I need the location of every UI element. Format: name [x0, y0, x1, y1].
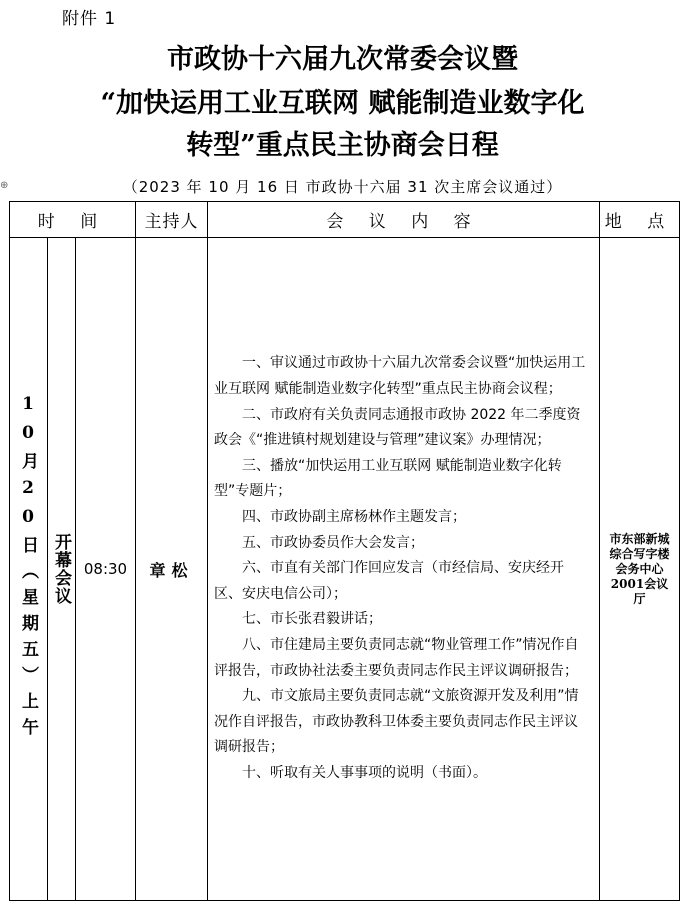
- agenda-item: 四、市政协副主席杨林作主题发言；: [242, 509, 466, 526]
- table-row: [10, 238, 680, 901]
- document-title-line-2: “加快运用工业互联网 赋能制造业数字化: [100, 88, 585, 119]
- agenda-item: 二、市政府有关负责同志通报市政协 2022 年二季度资政会《“推进镇村规划建设与管理”建议案》办理情况；: [214, 406, 581, 449]
- agenda-item: 九、市文旅局主要负责同志就“文旅资源开发及利用”情况作自评报告，市政协教科卫体委主要负责同志作民主评议调研报告；: [214, 688, 579, 756]
- host-name: 章松: [136, 238, 208, 901]
- venue: 市东部新城综合写字楼会务中心2001会议厅: [600, 238, 680, 901]
- table-move-handle-icon[interactable]: ⊕: [0, 180, 9, 191]
- agenda-cell: [208, 238, 600, 901]
- document-title-line-1: 市政协十六届九次常委会议暨: [167, 44, 518, 75]
- agenda-item: 八、市住建局主要负责同志就“物业管理工作”情况作自评报告，市政协社法委主要负责同志作民主评议调研报告；: [214, 636, 579, 679]
- attachment-label: 附件 1: [62, 9, 117, 29]
- agenda-item: 六、市直有关部门作回应发言（市经信局、安庆经开区、安庆电信公司）；: [214, 560, 564, 602]
- agenda-item: 一、审议通过市政协十六届九次常委会议暨“加快运用工业互联网 赋能制造业数字化转型”重点民主协商会议程；: [214, 355, 586, 398]
- agenda-item: 五、市政协委员作大会发言；: [242, 534, 424, 551]
- header-time: 时 间: [10, 202, 136, 238]
- agenda-item: 三、播放“加快运用工业互联网 赋能制造业数字化转型”专题片；: [214, 457, 562, 500]
- start-time: 08:30: [76, 238, 136, 901]
- session-name: 开幕会议: [51, 533, 71, 605]
- session-cell: [48, 238, 76, 901]
- schedule-table: [9, 201, 680, 901]
- document-title-line-3: 转型”重点民主协商会日程: [186, 130, 499, 161]
- date-cell: [10, 238, 48, 901]
- header-venue: 地 点: [600, 202, 680, 238]
- table-header-row: [10, 202, 680, 238]
- document-subtitle: （2023 年 10 月 16 日 市政协十六届 31 次主席会议通过）: [122, 178, 563, 196]
- agenda-item: 十、听取有关人事事项的说明（书面）。: [242, 764, 487, 781]
- header-content: 会 议 内 容: [208, 202, 600, 238]
- meeting-date: 10月20日（星期五）上午: [18, 394, 38, 744]
- header-host: 主持人: [136, 202, 208, 238]
- agenda-item: 七、市长张君毅讲话；: [242, 611, 382, 628]
